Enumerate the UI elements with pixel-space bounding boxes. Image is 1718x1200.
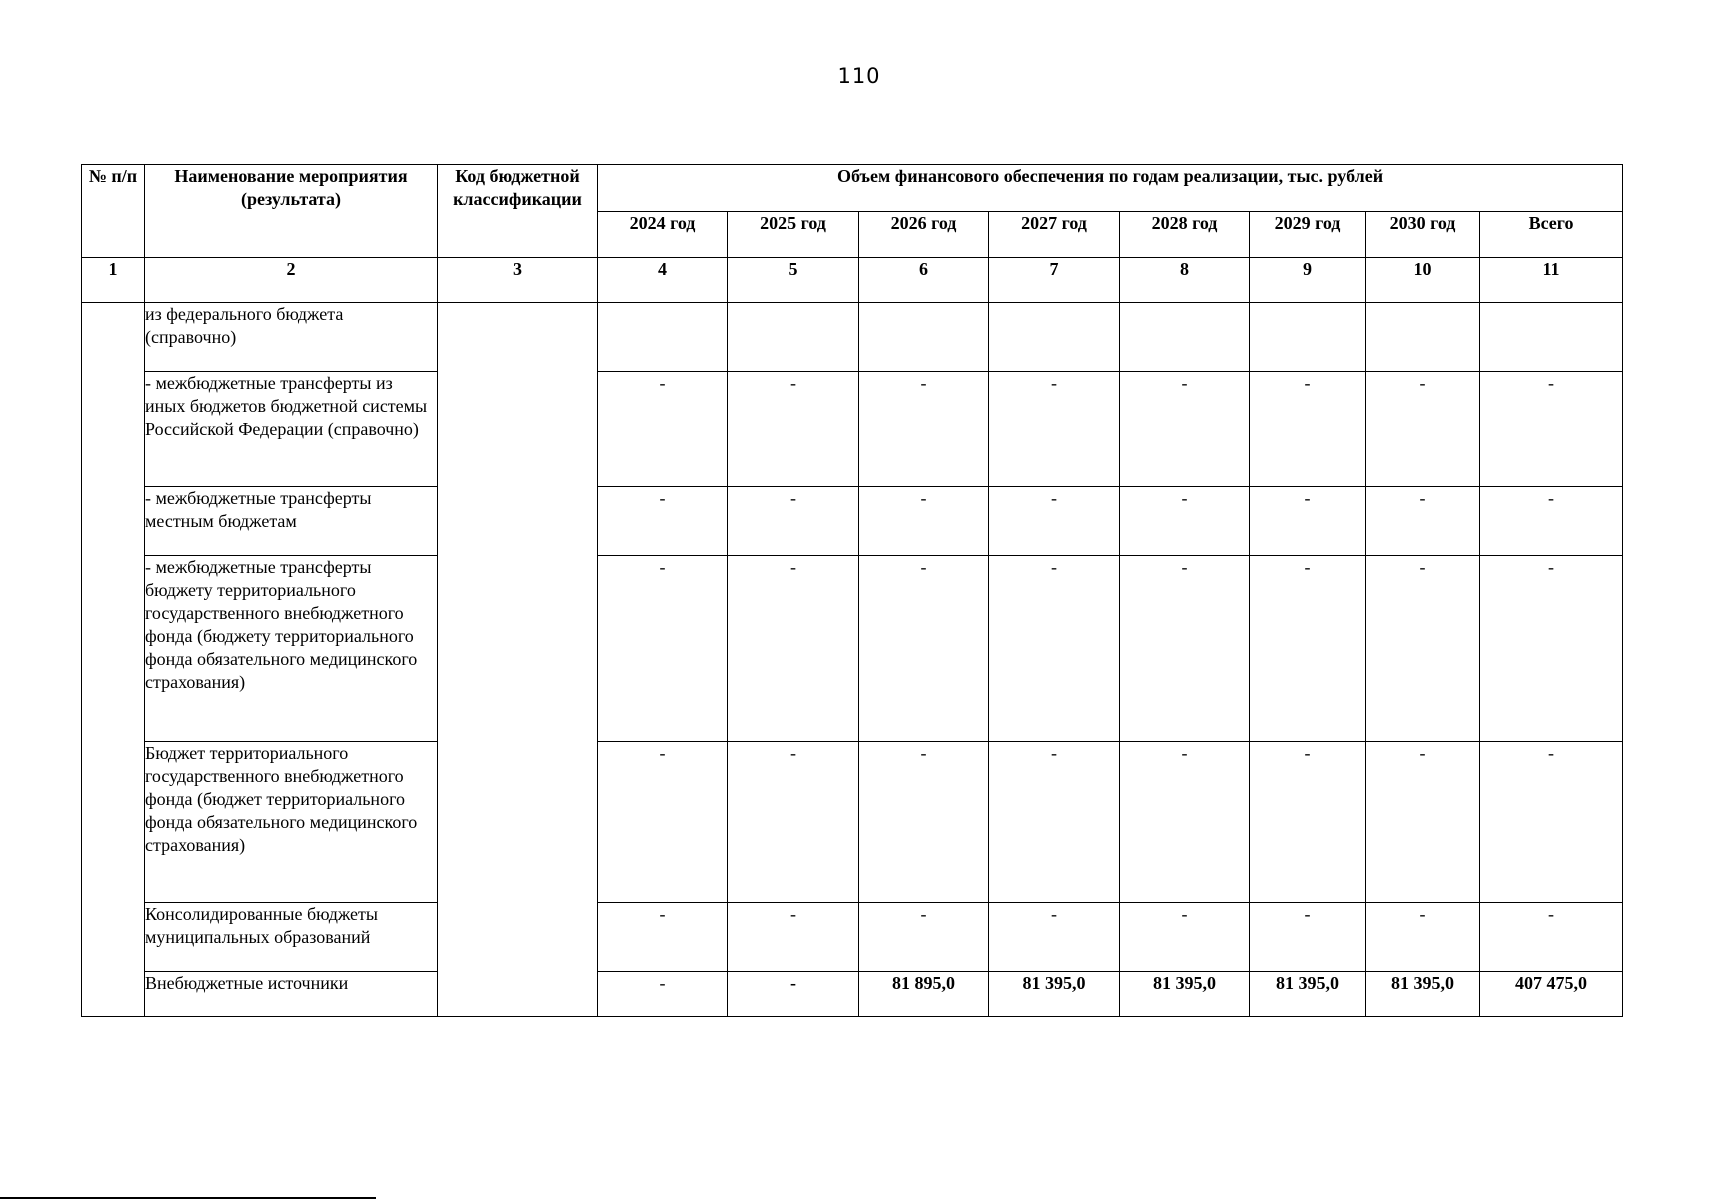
header-year: 2029 год: [1250, 212, 1366, 258]
value-cell: -: [1250, 903, 1366, 972]
value-cell: 81 895,0: [859, 972, 989, 1017]
value-cell: -: [1250, 556, 1366, 742]
value-cell: -: [989, 903, 1120, 972]
value-cell: 81 395,0: [1120, 972, 1250, 1017]
table-row: [82, 303, 1623, 372]
value-cell: -: [1366, 742, 1480, 903]
value-cell: -: [989, 556, 1120, 742]
table-row: [82, 372, 1623, 487]
row-name: Внебюджетные источники: [145, 972, 438, 1017]
header-year: 2024 год: [598, 212, 728, 258]
value-cell: -: [989, 742, 1120, 903]
header-year: 2027 год: [989, 212, 1120, 258]
value-cell: [598, 303, 728, 372]
value-cell: -: [859, 742, 989, 903]
value-cell: -: [859, 556, 989, 742]
value-cell: -: [1480, 556, 1623, 742]
value-cell: 407 475,0: [1480, 972, 1623, 1017]
value-cell: -: [989, 372, 1120, 487]
row-name: Бюджет территориального государственного внебюджетного фонда (бюджет территориального фонда обязательного медицинского страхования): [145, 742, 438, 903]
header-col-budget-code: Код бюджетной классификации: [438, 165, 598, 258]
header-year: 2028 год: [1120, 212, 1250, 258]
table-row: [82, 903, 1623, 972]
value-cell: -: [728, 972, 859, 1017]
value-cell: -: [598, 556, 728, 742]
value-cell: [989, 303, 1120, 372]
column-number: 5: [728, 258, 859, 303]
value-cell: -: [1366, 556, 1480, 742]
value-cell: -: [1480, 903, 1623, 972]
financing-table: [81, 164, 1623, 1017]
header-total: Всего: [1480, 212, 1623, 258]
value-cell: -: [1480, 487, 1623, 556]
row-name: из федерального бюджета (справочно): [145, 303, 438, 372]
column-number: 11: [1480, 258, 1623, 303]
value-cell: [859, 303, 989, 372]
bottom-rule: [0, 1197, 376, 1199]
value-cell: -: [598, 487, 728, 556]
value-cell: -: [1120, 903, 1250, 972]
value-cell: -: [598, 742, 728, 903]
value-cell: [1120, 303, 1250, 372]
value-cell: -: [728, 742, 859, 903]
table-row: [82, 487, 1623, 556]
value-cell: -: [1120, 742, 1250, 903]
row-number-cell: [82, 303, 145, 1017]
row-name: - межбюджетные трансферты бюджету территориального государственного внебюджетного фонда (бюджету территориального фонда обязательного медицинского страхования): [145, 556, 438, 742]
value-cell: -: [1120, 372, 1250, 487]
column-number: 7: [989, 258, 1120, 303]
header-col-volume: Объем финансового обеспечения по годам реализации, тыс. рублей: [598, 165, 1623, 212]
column-number: 9: [1250, 258, 1366, 303]
column-numbers-row: [82, 258, 1623, 303]
value-cell: -: [1366, 903, 1480, 972]
row-name: Консолидированные бюджеты муниципальных образований: [145, 903, 438, 972]
value-cell: -: [598, 903, 728, 972]
column-number: 3: [438, 258, 598, 303]
table-row: [82, 742, 1623, 903]
value-cell: -: [1250, 742, 1366, 903]
header-year: 2030 год: [1366, 212, 1480, 258]
value-cell: -: [1120, 487, 1250, 556]
value-cell: [1250, 303, 1366, 372]
header-row: [82, 165, 1623, 212]
value-cell: -: [859, 372, 989, 487]
value-cell: [1366, 303, 1480, 372]
value-cell: -: [859, 903, 989, 972]
value-cell: [728, 303, 859, 372]
header-col-name: Наименование мероприятия (результата): [145, 165, 438, 258]
value-cell: -: [728, 372, 859, 487]
value-cell: 81 395,0: [1366, 972, 1480, 1017]
header-year: 2026 год: [859, 212, 989, 258]
value-cell: 81 395,0: [989, 972, 1120, 1017]
value-cell: -: [598, 372, 728, 487]
value-cell: -: [1480, 372, 1623, 487]
value-cell: -: [1250, 487, 1366, 556]
column-number: 4: [598, 258, 728, 303]
row-name: - межбюджетные трансферты местным бюджетам: [145, 487, 438, 556]
column-number: 8: [1120, 258, 1250, 303]
row-name: - межбюджетные трансферты из иных бюджетов бюджетной системы Российской Федерации (справочно): [145, 372, 438, 487]
header-col-number: № п/п: [82, 165, 145, 258]
value-cell: -: [598, 972, 728, 1017]
budget-code-cell: [438, 303, 598, 1017]
column-number: 10: [1366, 258, 1480, 303]
value-cell: -: [859, 487, 989, 556]
value-cell: -: [728, 903, 859, 972]
value-cell: -: [1250, 372, 1366, 487]
table-row: [82, 972, 1623, 1017]
value-cell: -: [728, 556, 859, 742]
page-number: 110: [837, 64, 881, 88]
value-cell: -: [1480, 742, 1623, 903]
value-cell: -: [728, 487, 859, 556]
column-number: 6: [859, 258, 989, 303]
column-number: 1: [82, 258, 145, 303]
table-row: [82, 556, 1623, 742]
value-cell: -: [989, 487, 1120, 556]
value-cell: [1480, 303, 1623, 372]
header-year: 2025 год: [728, 212, 859, 258]
value-cell: -: [1120, 556, 1250, 742]
value-cell: -: [1366, 372, 1480, 487]
value-cell: 81 395,0: [1250, 972, 1366, 1017]
column-number: 2: [145, 258, 438, 303]
value-cell: -: [1366, 487, 1480, 556]
